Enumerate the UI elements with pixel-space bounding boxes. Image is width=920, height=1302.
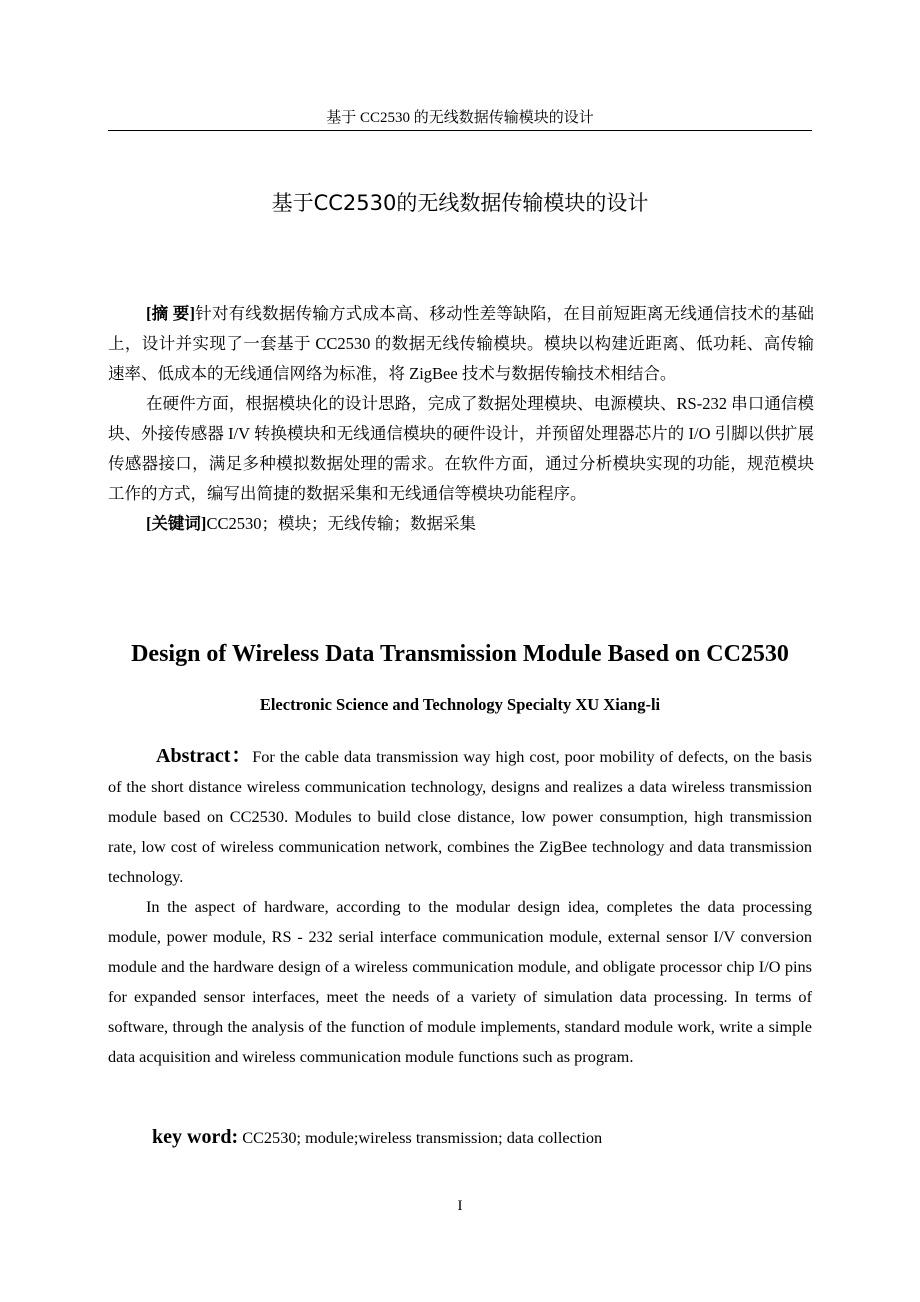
chinese-title: 基于CC2530的无线数据传输模块的设计: [271, 191, 649, 215]
english-abstract-section: [108, 741, 812, 1072]
chinese-keywords-label: [关键词]: [145, 514, 207, 533]
english-abstract-label: Abstract：: [156, 745, 253, 767]
english-title: Design of Wireless Data Transmission Module Based on CC2530: [131, 641, 789, 667]
chinese-keywords-text: CC2530；模块；无线传输；数据采集: [206, 514, 476, 533]
english-keywords-text: CC2530; module;wireless transmission; data collection: [242, 1128, 603, 1147]
english-hardware-paragraph: In the aspect of hardware, according to the modular design idea, completes the data processing module, power module, RS - 232 serial interface communication module, external sensor I/V conversion module and the hardware design of a wireless communication module, and obligate processor chip I/O pins for expanded sensor interfaces, meet the needs of a variety of simulation data processing. In terms of software, through the analysis of the function of module implements, standard module work, write a simple data acquisition and wireless communication module functions such as program.: [108, 897, 812, 1066]
header-divider: [108, 130, 812, 131]
chinese-abstract-section: [108, 299, 814, 539]
english-abstract-text: For the cable data transmission way high cost, poor mobility of defects, on the basis of the short distance wireless communication technology, designs and realizes a data wireless transmission module based on CC2530. Modules to build close distance, low power consumption, high transmission rate, low cost of wireless communication network, combines the ZigBee technology and data transmission technology.: [108, 747, 812, 886]
chinese-abstract-paragraph: [108, 299, 814, 389]
english-keywords-paragraph: [152, 1122, 812, 1153]
page-number: I: [457, 1198, 463, 1214]
english-keywords-label: key word:: [152, 1126, 239, 1148]
english-author-line: Electronic Science and Technology Specialty XU Xiang-li: [259, 695, 661, 714]
english-abstract-paragraph: [108, 741, 812, 892]
chinese-abstract-label: [摘 要]: [145, 304, 195, 323]
running-header: 基于 CC2530 的无线数据传输模块的设计: [326, 110, 594, 126]
chinese-keywords-paragraph: [108, 509, 814, 539]
chinese-abstract-text: 针对有线数据传输方式成本高、移动性差等缺陷，在目前短距离无线通信技术的基础上，设计并实现了一套基于 CC2530 的数据无线传输模块。模块以构建近距离、低功耗、高传输速率、低成本的无线通信网络为标准，将 ZigBee 技术与数据传输技术相结合。: [108, 304, 815, 383]
chinese-hardware-paragraph: 在硬件方面，根据模块化的设计思路，完成了数据处理模块、电源模块、RS-232 串口通信模块、外接传感器 I/V 转换模块和无线通信模块的硬件设计，并预留处理器芯片的 I/O 引脚以供扩展传感器接口，满足多种模拟数据处理的需求。在软件方面，通过分析模块实现的功能，规范模块工作的方式，编写出简捷的数据采集和无线通信等模块功能程序。: [108, 394, 814, 503]
